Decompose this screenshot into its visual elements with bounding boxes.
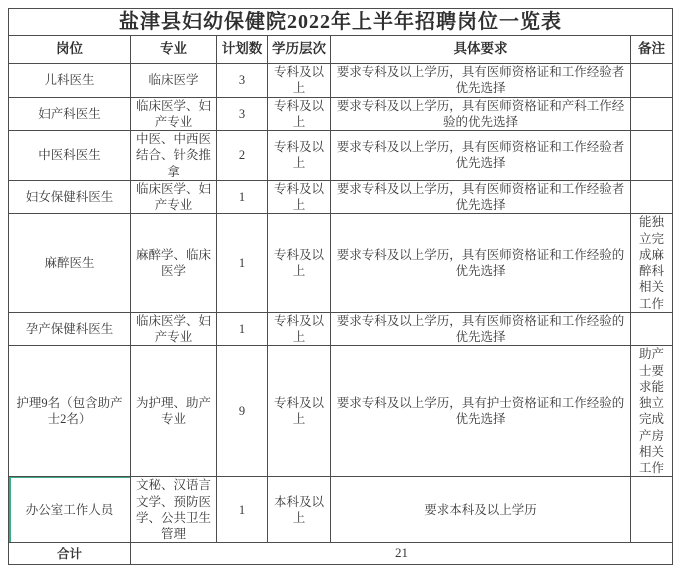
table-row [9, 477, 673, 543]
col-header-requirements: 具体要求 [331, 36, 631, 64]
cell-education: 专科及以上 [268, 214, 331, 313]
cell-count: 1 [217, 477, 268, 543]
table-row [9, 214, 673, 313]
cell-remark [631, 64, 673, 98]
table-row [9, 64, 673, 98]
cell-post: 办公室工作人员 [9, 477, 131, 543]
col-header-major: 专业 [131, 36, 217, 64]
col-header-count: 计划数 [217, 36, 268, 64]
cell-remark [631, 312, 673, 346]
cell-major: 麻醉学、临床医学 [131, 214, 217, 313]
cell-major: 临床医学 [131, 64, 217, 98]
cell-requirements: 要求专科及以上学历，具有医师资格证和工作经验的优先选择 [331, 312, 631, 346]
cell-major: 为护理、助产专业 [131, 346, 217, 477]
cell-major: 临床医学、妇产专业 [131, 312, 217, 346]
cell-requirements: 要求专科及以上学历，具有医师资格证和工作经验者优先选择 [331, 64, 631, 98]
cell-education: 专科及以上 [268, 312, 331, 346]
cell-remark [631, 477, 673, 543]
header-row [9, 36, 673, 64]
title-row [9, 9, 673, 36]
cell-major: 临床医学、妇产专业 [131, 97, 217, 131]
cell-remark [631, 97, 673, 131]
cell-remark [631, 180, 673, 214]
cell-post: 护理9名（包含助产士2名） [9, 346, 131, 477]
table-row [9, 180, 673, 214]
cell-requirements: 要求本科及以上学历 [331, 477, 631, 543]
cell-remark: 能独立完成麻醉科相关工作 [631, 214, 673, 313]
cell-education: 专科及以上 [268, 131, 331, 181]
total-value: 21 [131, 543, 673, 565]
cell-post: 麻醉医生 [9, 214, 131, 313]
cell-requirements: 要求专科及以上学历，具有医师资格证和工作经验的优先选择 [331, 214, 631, 313]
col-header-post: 岗位 [9, 36, 131, 64]
cell-requirements: 要求专科及以上学历，具有医师资格证和工作经验者优先选择 [331, 131, 631, 181]
cell-count: 3 [217, 64, 268, 98]
cell-education: 专科及以上 [268, 64, 331, 98]
cell-major: 文秘、汉语言文学、预防医学、公共卫生管理 [131, 477, 217, 543]
cell-count: 3 [217, 97, 268, 131]
cell-count: 1 [217, 214, 268, 313]
cell-count: 1 [217, 180, 268, 214]
cell-count: 9 [217, 346, 268, 477]
cell-major: 中医、中西医结合、针灸推拿 [131, 131, 217, 181]
col-header-remark: 备注 [631, 36, 673, 64]
cell-post: 妇产科医生 [9, 97, 131, 131]
cell-requirements: 要求专科及以上学历，具有护士资格证和工作经验的优先选择 [331, 346, 631, 477]
cell-remark [631, 131, 673, 181]
cell-count: 2 [217, 131, 268, 181]
total-row [9, 543, 673, 565]
table-title: 盐津县妇幼保健院2022年上半年招聘岗位一览表 [9, 9, 673, 36]
cell-count: 1 [217, 312, 268, 346]
cell-remark: 助产士要求能独立完成产房相关工作 [631, 346, 673, 477]
cell-major: 临床医学、妇产专业 [131, 180, 217, 214]
table-row [9, 131, 673, 181]
total-label: 合计 [9, 543, 131, 565]
cell-education: 专科及以上 [268, 346, 331, 477]
table-row [9, 312, 673, 346]
cell-requirements: 要求专科及以上学历，具有医师资格证和产科工作经验的优先选择 [331, 97, 631, 131]
cell-post: 儿科医生 [9, 64, 131, 98]
cell-post: 孕产保健科医生 [9, 312, 131, 346]
cell-post: 妇女保健科医生 [9, 180, 131, 214]
recruitment-table [8, 8, 673, 565]
cell-requirements: 要求专科及以上学历，具有医师资格证和工作经验者优先选择 [331, 180, 631, 214]
cell-education: 本科及以上 [268, 477, 331, 543]
cell-education: 专科及以上 [268, 97, 331, 131]
cell-education: 专科及以上 [268, 180, 331, 214]
cell-post: 中医科医生 [9, 131, 131, 181]
col-header-education: 学历层次 [268, 36, 331, 64]
table-row [9, 346, 673, 477]
table-row [9, 97, 673, 131]
